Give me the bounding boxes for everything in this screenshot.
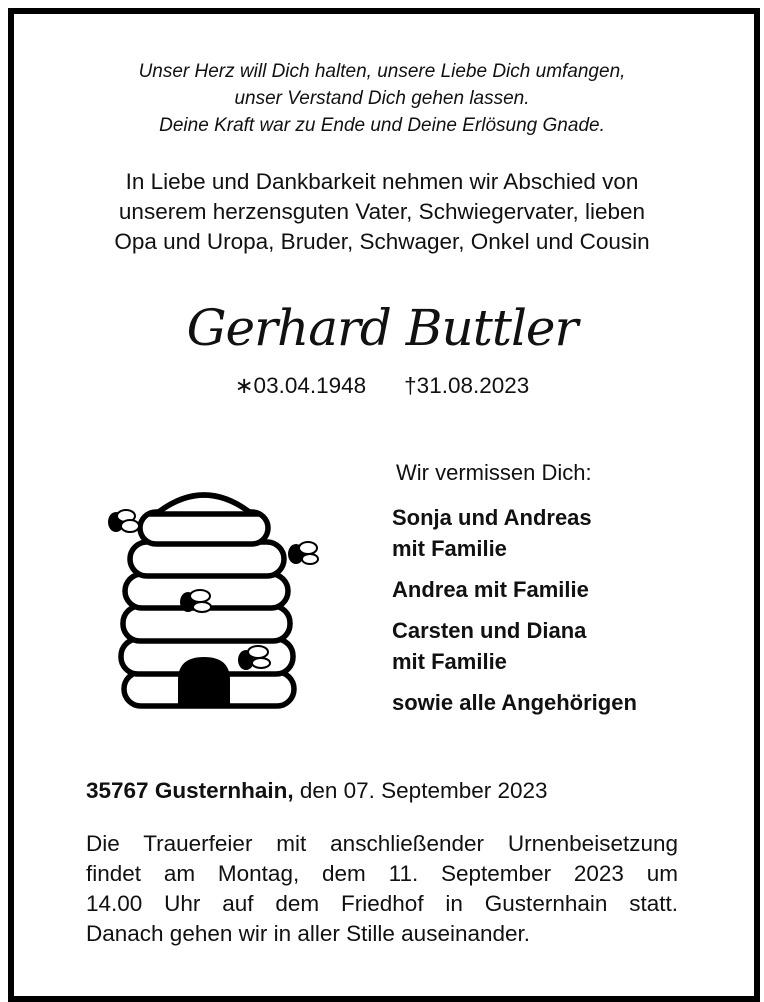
intro-line: unserem herzensguten Vater, Schwiegervater, lieben <box>118 199 646 224</box>
mourner-group <box>392 502 637 564</box>
mourner-group <box>392 574 637 605</box>
funeral-notice <box>86 829 678 949</box>
intro-text <box>0 167 764 257</box>
mourner-group <box>392 615 637 677</box>
birth-date: ∗03.04.1948 <box>234 373 367 398</box>
mourner-line: sowie alle Angehörigen <box>392 690 637 715</box>
mourner-line: Andrea mit Familie <box>392 577 589 602</box>
place-and-date <box>86 776 548 806</box>
mourners-list <box>392 502 637 728</box>
notice-line: Die Trauerfeier mit anschließender Urnenbeisetzung <box>86 831 678 856</box>
poem <box>0 58 764 139</box>
mourner-line: mit Familie <box>392 649 507 674</box>
beehive-icon <box>96 482 326 717</box>
mourner-line: Sonja und Andreas <box>392 505 592 530</box>
mourners-heading: Wir vermissen Dich: <box>396 460 592 485</box>
notice-line: Danach gehen wir in aller Stille auseinander. <box>86 921 531 946</box>
mourner-group <box>392 687 637 718</box>
place-location: 35767 Gusternhain, <box>86 778 294 803</box>
poem-line: unser Verstand Dich gehen lassen. <box>234 88 530 109</box>
deceased-name: Gerhard Buttler <box>186 299 578 357</box>
death-date: †31.08.2023 <box>404 373 530 398</box>
life-dates <box>0 371 764 401</box>
notice-line: 14.00 Uhr auf dem Friedhof in Gusternhain statt. <box>86 891 678 916</box>
place-date: den 07. September 2023 <box>293 778 548 803</box>
intro-line: Opa und Uropa, Bruder, Schwager, Onkel und Cousin <box>114 229 650 254</box>
notice-line: findet am Montag, dem 11. September 2023 um <box>86 861 678 886</box>
poem-line: Unser Herz will Dich halten, unsere Liebe Dich umfangen, <box>138 61 626 82</box>
mourner-line: mit Familie <box>392 536 507 561</box>
intro-line: In Liebe und Dankbarkeit nehmen wir Abschied von <box>125 169 639 194</box>
mourner-line: Carsten und Diana <box>392 618 587 643</box>
poem-line: Deine Kraft war zu Ende und Deine Erlösung Gnade. <box>159 115 605 136</box>
